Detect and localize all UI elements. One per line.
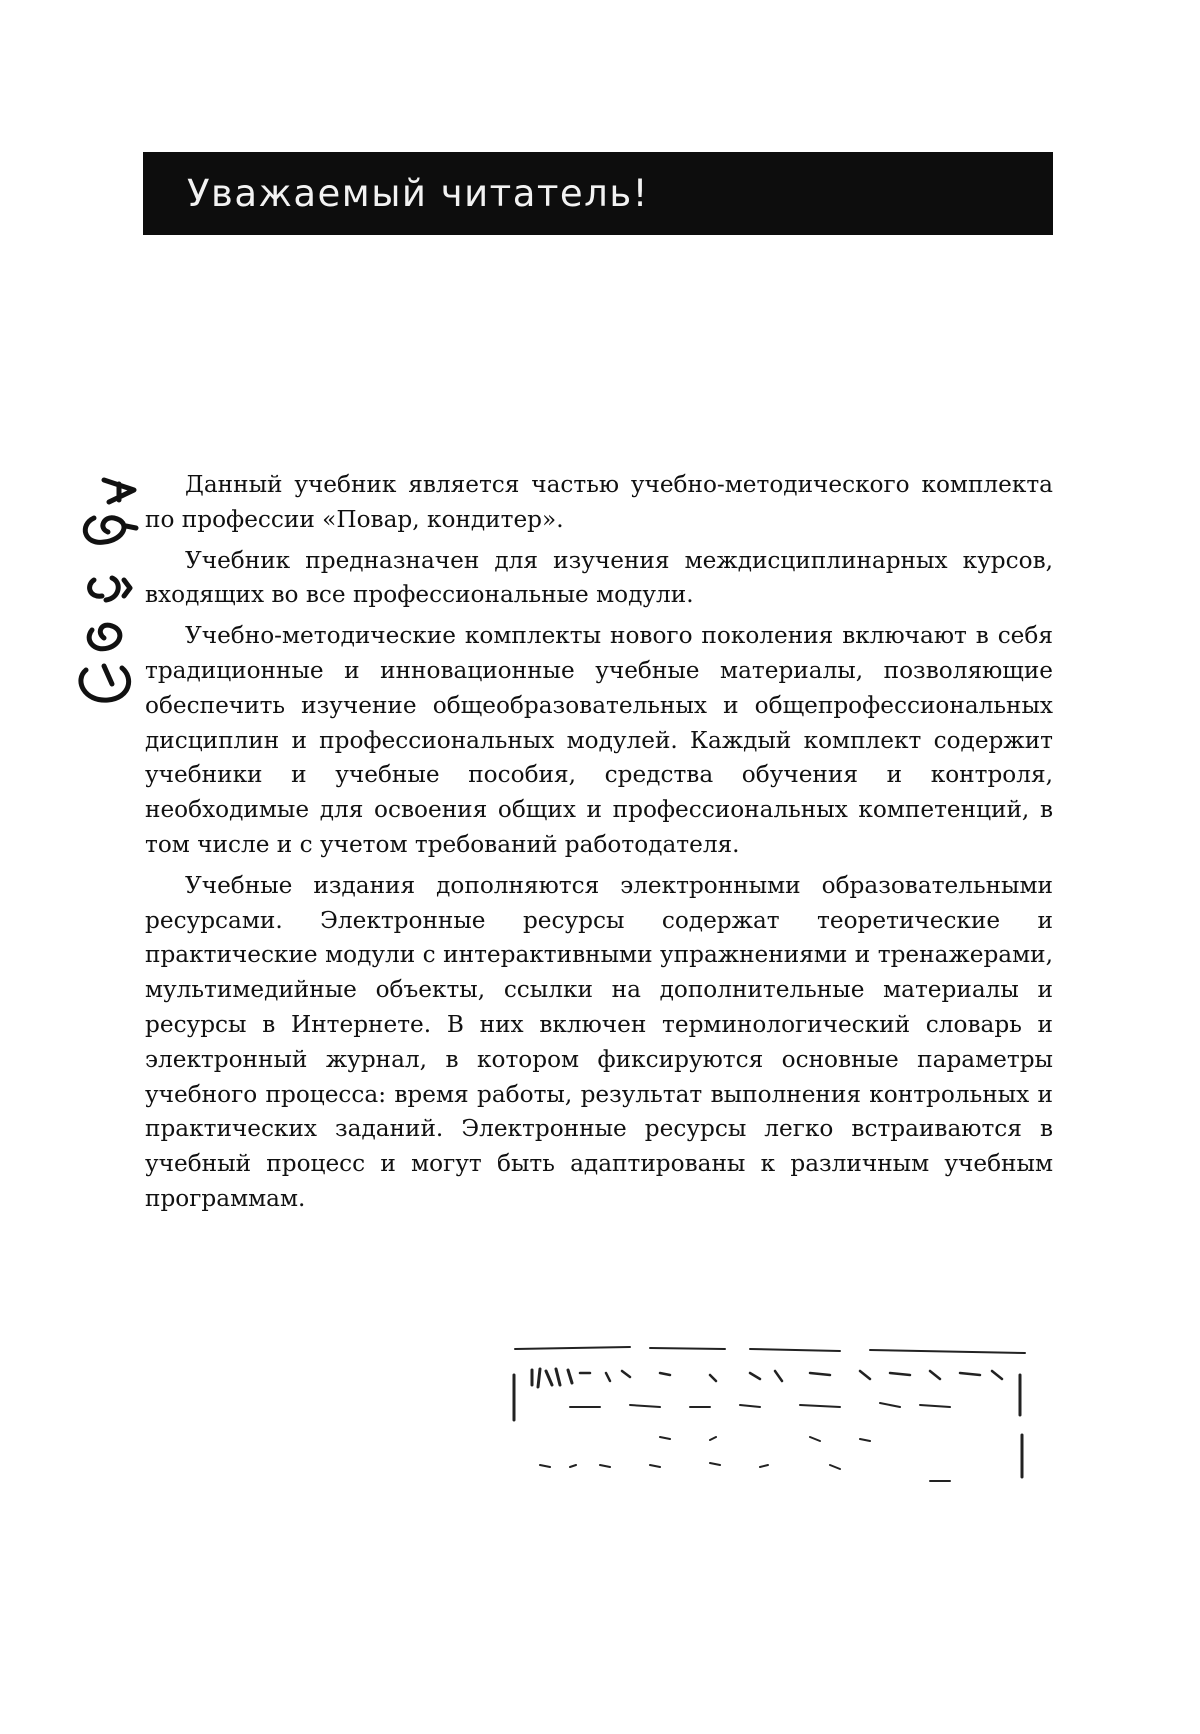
library-stamp [510, 1345, 1030, 1495]
paragraph-complects: Учебно-методические комплекты нового поколения включают в себя традиционные и инновационные учебные материалы, позволяющие обеспечить изучение общеобразовательных и общепрофессиональных дисциплин и профессиональных модулей. Каждый комплект содержит учебники и учебные пособия, средства обучения и контроля, необходимые для освоения общих и профессиональных компетенций, в том числе и с учетом требований работодателя. [145, 622, 1053, 858]
handwriting-icon [64, 470, 154, 710]
library-stamp-icon [510, 1345, 1030, 1495]
body-text [145, 468, 1053, 1223]
handwritten-margin-note [64, 470, 154, 710]
paragraph-intro: Данный учебник является частью учебно-методического комплекта по профессии «Повар, кондитер». [145, 471, 1053, 533]
paragraph-purpose: Учебник предназначен для изучения междисциплинарных курсов, входящих во все профессиональные модули. [145, 546, 1053, 609]
paragraph-electronic-resources: Учебные издания дополняются электронными образовательными ресурсами. Электронные ресурсы содержат теоретические и практические модули с интерактивными упражнениями и тренажерами, мультимедийные объекты, ссылки на дополнительные материалы и ресурсы в Интернете. В них включен терминологический словарь и электронный журнал, в котором фиксируются основные параметры учебного процесса: время работы, результат выполнения контрольных и практических заданий. Электронные ресурсы легко встраиваются в учебный процесс и могут быть адаптированы к различным учебным программам. [145, 871, 1053, 1212]
page-title: Уважаемый читатель! [187, 172, 649, 215]
title-banner [143, 152, 1053, 235]
